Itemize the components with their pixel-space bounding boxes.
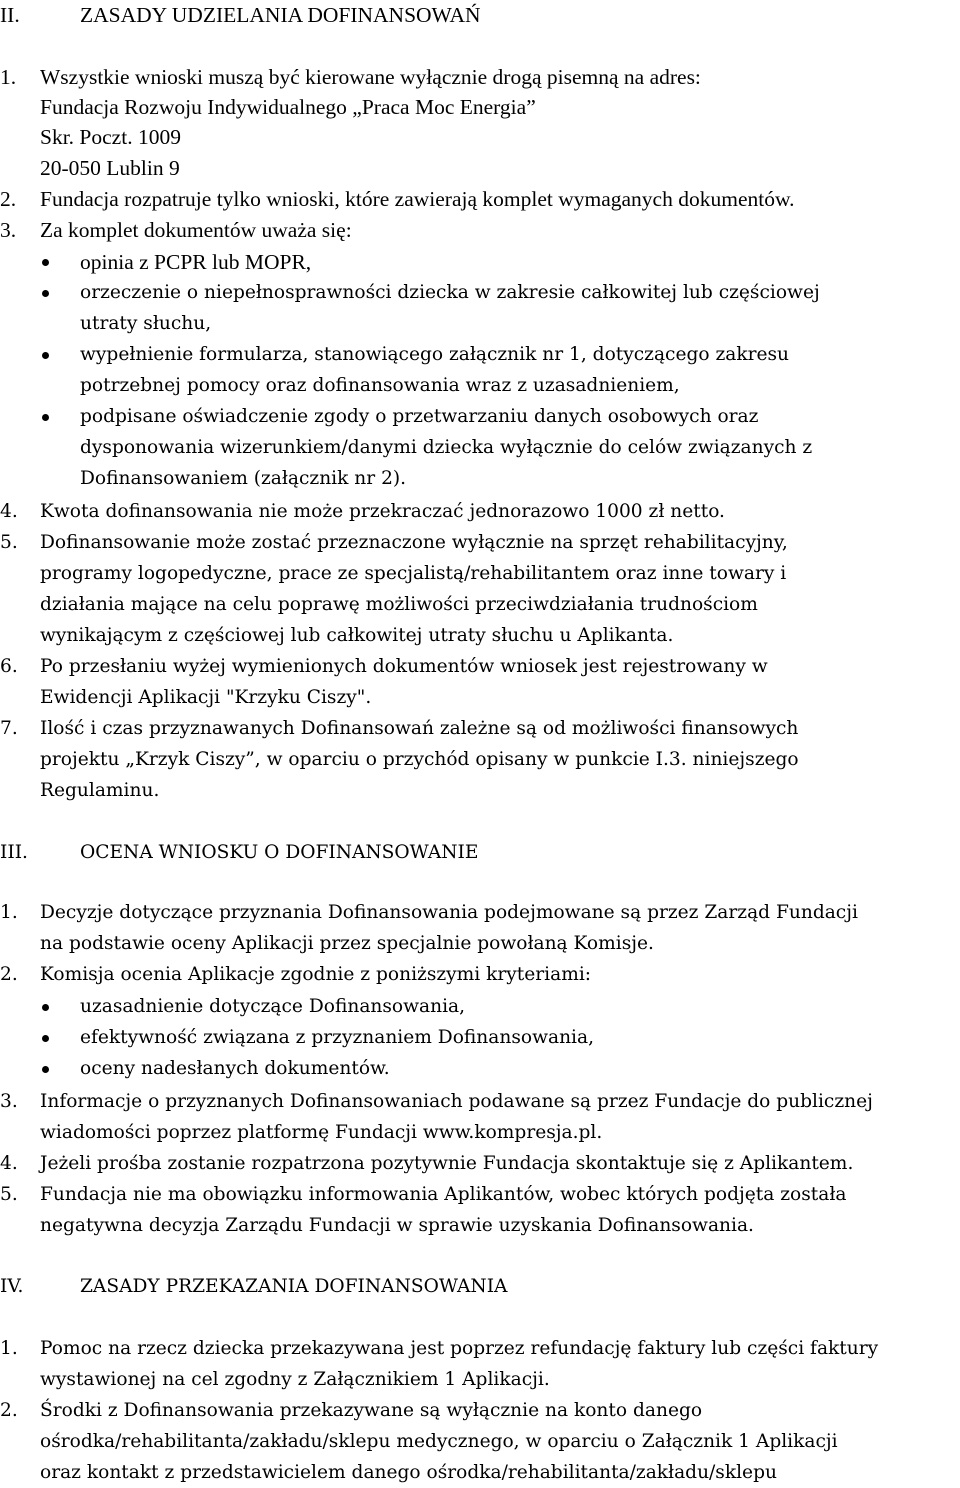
item-text: Ewidencji Aplikacji "Krzyku Ciszy". <box>40 687 372 708</box>
bullet-icon <box>42 1066 49 1073</box>
bullet-text: opinia z PCPR lub MOPR, <box>80 250 312 274</box>
item-text: Pomoc na rzecz dziecka przekazywana jest poprzez refundację faktury lub części faktury <box>40 1338 879 1359</box>
item-text: negatywna decyzja Zarządu Fundacji w sprawie uzyskania Dofinansowania. <box>40 1215 754 1236</box>
item-number: 1. <box>0 902 18 923</box>
bullet-text: orzeczenie o niepełnosprawności dziecka w zakresie całkowitej lub częściowej <box>80 282 820 303</box>
item-number: 5. <box>0 532 18 553</box>
item-text: Wszystkie wnioski muszą być kierowane wyłącznie drogą pisemną na adres: <box>40 65 701 89</box>
bullet-icon <box>42 1035 49 1042</box>
item-text: działania mające na celu poprawę możliwości przeciwdziałania trudnościom <box>40 594 758 615</box>
item-number: 7. <box>0 718 18 739</box>
item-text: wynikającym z częściowej lub całkowitej utraty słuchu u Aplikanta. <box>40 625 674 646</box>
bullet-text: Dofinansowaniem (załącznik nr 2). <box>80 468 407 489</box>
bullet-icon <box>42 1004 49 1011</box>
item-number: 4. <box>0 1153 18 1174</box>
item-text: wystawionej na cel zgodny z Załącznikiem 1 Aplikacji. <box>40 1369 550 1390</box>
item-text: wiadomości poprzez platformę Fundacji www.kompresja.pl. <box>40 1122 603 1143</box>
item-text: Regulaminu. <box>40 780 160 801</box>
section-heading: ZASADY PRZEKAZANIA DOFINANSOWANIA <box>80 1276 508 1297</box>
item-number: 4. <box>0 501 18 522</box>
bullet-text: utraty słuchu, <box>80 313 212 334</box>
item-text: Po przesłaniu wyżej wymienionych dokumentów wniosek jest rejestrowany w <box>40 656 768 677</box>
item-text: Decyzje dotyczące przyznania Dofinansowania podejmowane są przez Zarząd Fundacji <box>40 902 858 923</box>
section-numeral: III. <box>0 842 28 863</box>
section-heading: OCENA WNIOSKU O DOFINANSOWANIE <box>80 842 479 863</box>
bullet-icon <box>42 414 49 421</box>
item-text: Skr. Poczt. 1009 <box>40 125 181 149</box>
bullet-text: podpisane oświadczenie zgody o przetwarzaniu danych osobowych oraz <box>80 406 759 427</box>
item-text: Ilość i czas przyznawanych Dofinansowań zależne są od możliwości finansowych <box>40 718 799 739</box>
section-heading: ZASADY UDZIELANIA DOFINANSOWAŃ <box>80 3 481 27</box>
bullet-text: dysponowania wizerunkiem/danymi dziecka wyłącznie do celów związanych z <box>80 437 813 458</box>
item-text: Kwota dofinansowania nie może przekraczać jednorazowo 1000 zł netto. <box>40 501 725 522</box>
item-text: projektu „Krzyk Ciszy”, w oparciu o przychód opisany w punkcie I.3. niniejszego <box>40 749 799 770</box>
item-number: 2. <box>0 1400 18 1421</box>
item-text: ośrodka/rehabilitanta/zakładu/sklepu medycznego, w oparciu o Załącznik 1 Aplikacji <box>40 1431 838 1452</box>
item-text: Środki z Dofinansowania przekazywane są wyłącznie na konto danego <box>40 1400 703 1421</box>
item-text: Dofinansowanie może zostać przeznaczone wyłącznie na sprzęt rehabilitacyjny, <box>40 532 788 553</box>
bullet-text: oceny nadesłanych dokumentów. <box>80 1058 390 1079</box>
bullet-icon <box>42 352 49 359</box>
item-text: na podstawie oceny Aplikacji przez specjalnie powołaną Komisje. <box>40 933 654 954</box>
item-text: programy logopedyczne, prace ze specjalistą/rehabilitantem oraz inne towary i <box>40 563 787 584</box>
item-text: Fundacja Rozwoju Indywidualnego „Praca Moc Energia” <box>40 95 536 119</box>
item-number: 2. <box>0 187 17 211</box>
item-number: 3. <box>0 1091 18 1112</box>
item-text: Za komplet dokumentów uważa się: <box>40 218 352 242</box>
item-text: Fundacja nie ma obowiązku informowania Aplikantów, wobec których podjęta została <box>40 1184 847 1205</box>
item-number: 1. <box>0 65 17 89</box>
bullet-text: efektywność związana z przyznaniem Dofinansowania, <box>80 1027 594 1048</box>
bullet-text: wypełnienie formularza, stanowiącego załącznik nr 1, dotyczącego zakresu <box>80 344 790 365</box>
item-number: 6. <box>0 656 18 677</box>
item-text: oraz kontakt z przedstawicielem danego ośrodka/rehabilitanta/zakładu/sklepu <box>40 1462 777 1483</box>
bullet-text: potrzebnej pomocy oraz dofinansowania wraz z uzasadnieniem, <box>80 375 680 396</box>
item-number: 5. <box>0 1184 18 1205</box>
item-number: 1. <box>0 1338 18 1359</box>
item-text: Fundacja rozpatruje tylko wnioski, które zawierają komplet wymaganych dokumentów. <box>40 187 795 211</box>
bullet-icon <box>42 290 49 297</box>
item-number: 3. <box>0 218 17 242</box>
item-number: 2. <box>0 964 18 985</box>
item-text: 20-050 Lublin 9 <box>40 156 180 180</box>
section-numeral: II. <box>0 3 20 27</box>
bullet-text: uzasadnienie dotyczące Dofinansowania, <box>80 996 466 1017</box>
item-text: Informacje o przyznanych Dofinansowaniach podawane są przez Fundacje do publicznej <box>40 1091 873 1112</box>
item-text: Komisja ocenia Aplikacje zgodnie z poniższymi kryteriami: <box>40 964 592 985</box>
section-numeral: IV. <box>0 1276 24 1297</box>
bullet-icon <box>42 259 49 266</box>
item-text: Jeżeli prośba zostanie rozpatrzona pozytywnie Fundacja skontaktuje się z Aplikantem. <box>40 1153 854 1174</box>
